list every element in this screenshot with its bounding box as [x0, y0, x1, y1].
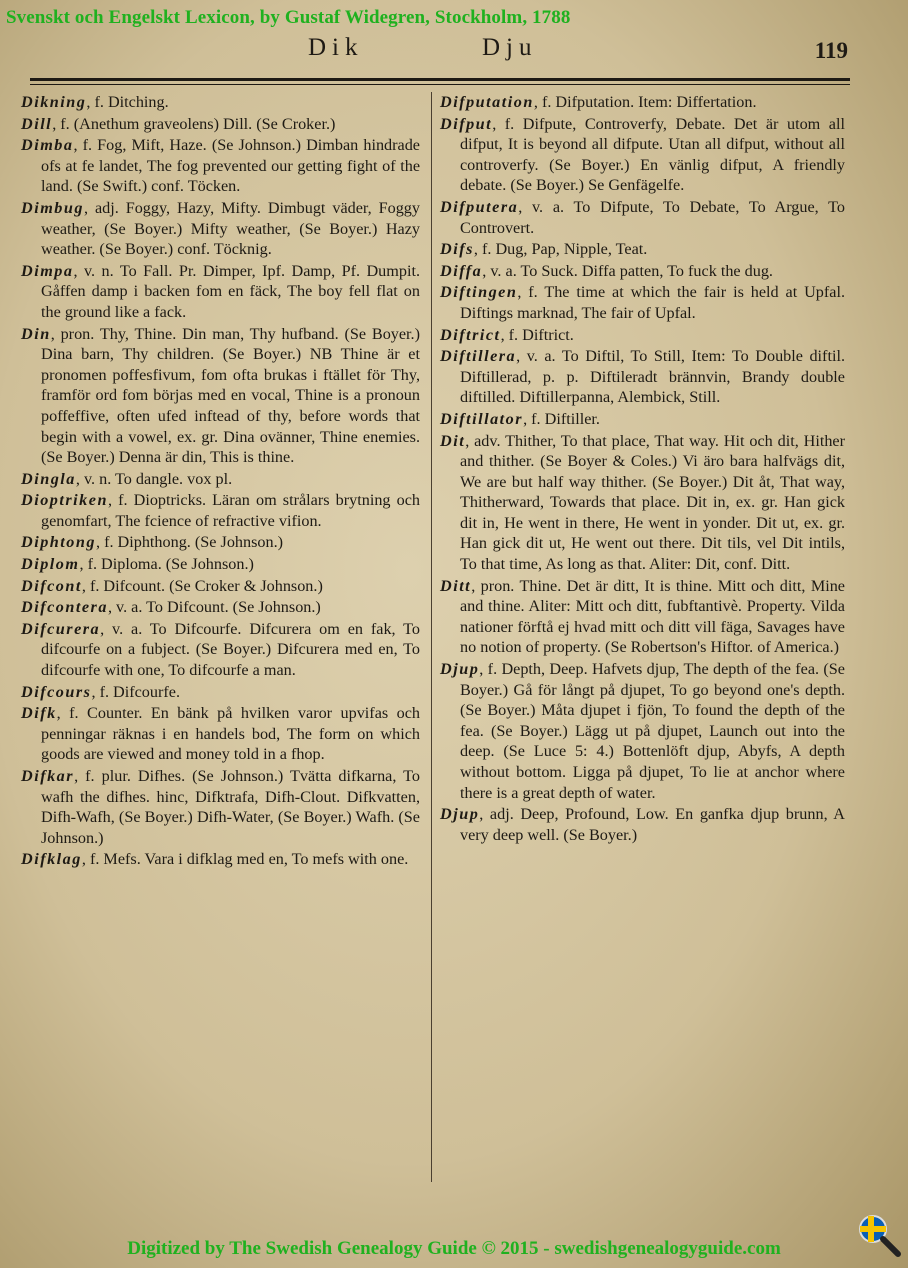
entry-definition: , v. a. To Suck. Diffa patten, To fuck the dug.: [482, 261, 773, 280]
entry-headword: Dikning: [21, 93, 87, 111]
entry-definition: , v. n. To Fall. Pr. Dimper, Ipf. Damp, Pf. Dumpit. Gåffen damp i backen fom en fäck, The boy fell flat on the ground like a fack.: [41, 261, 420, 321]
entry-definition: , pron. Thine. Det är ditt, It is thine. Mitt och ditt, Mine and thine. Aliter: Mitt och ditt, fubftantivè. Property. Vilda nationer förftå ej hvad mitt och ditt vill fäga, Savages have no notion of property. (Se Robertson's Hiftor. of America.): [460, 576, 845, 657]
right-guide-word: Dju: [482, 34, 538, 61]
entry-headword: Difk: [21, 704, 57, 723]
magnifier-flag-logo-icon: [856, 1212, 902, 1258]
entry-definition: , pron. Thy, Thine. Din man, Thy hufband. (Se Boyer.) Dina barn, Thy children. (Se Boyer.) NB Thine är et pronomen poffesfivum, fom ofta brukas i ftället för Thy, framför ord fom börjas med en vocal, Thine is a pronoun poffeffive, often ufed inftead of thy, before words that begin with a vowel, ex. gr. Dina ovänner, Thine enemies. (Se Boyer.) Denna är din, This is thine.: [41, 324, 420, 467]
entry-headword: Dill: [21, 114, 53, 133]
dictionary-entry: [440, 346, 845, 408]
entry-headword: Ditt: [440, 576, 472, 595]
page-number: 119: [814, 38, 848, 63]
entry-headword: Dit: [440, 431, 466, 450]
dictionary-entry: [21, 135, 420, 197]
entry-headword: Difputation: [440, 93, 534, 111]
entry-definition: , v. a. To Difpute, To Debate, To Argue, To Controvert.: [460, 197, 845, 237]
entry-definition: , f. Depth, Deep. Hafvets djup, The depth of the fea. (Se Boyer.) Gå för långt på djupet, To go beyond one's depth. (Se Boyer.) Måta djupet i fjön, To found the depth of the fea. (Se Boyer.) Lägg ut på djupet, Launch out into the deep. (Se Luce 5: 4.) Bottenlöft djup, Abyfs, A depth without bottom. Ligga på djupet, To lie at anchor where there is a great depth of water.: [460, 660, 845, 802]
dictionary-entry: [440, 282, 845, 323]
dictionary-entry: [21, 324, 420, 468]
entry-headword: Difput: [440, 114, 493, 133]
digitizer-banner-bottom: Digitized by The Swedish Genealogy Guide © 2015 - swedishgenealogyguide.com: [127, 1238, 781, 1259]
dictionary-entry: [21, 469, 420, 490]
entry-headword: Dimbug: [21, 198, 84, 217]
entry-headword: Diftrict: [440, 325, 501, 344]
entry-headword: Diphtong: [21, 533, 96, 552]
dictionary-entry: [21, 576, 420, 597]
entry-headword: Dimba: [21, 136, 74, 155]
entry-headword: Diplom: [21, 555, 80, 574]
entry-headword: Diftingen: [440, 283, 518, 302]
entry-definition: , f. Diploma. (Se Johnson.): [79, 555, 254, 574]
entry-definition: , f. Mefs. Vara i difklag med en, To mefs with one.: [81, 850, 409, 869]
entry-headword: Dimpa: [21, 261, 74, 280]
column-divider: [431, 92, 432, 1182]
entry-headword: Difcont: [21, 576, 82, 595]
dictionary-entry: [21, 554, 420, 575]
entry-headword: Diftillera: [440, 347, 517, 366]
dictionary-entry: [440, 92, 845, 113]
dictionary-entry: [440, 261, 845, 282]
entry-definition: , f. Fog, Mift, Haze. (Se Johnson.) Dimban hindrade ofs at fe landet, The fog prevented our getting fight of the land. (Se Swift.) conf. Töcken.: [41, 136, 420, 196]
entry-headword: Diffa: [440, 261, 483, 280]
digitizer-banner-top: Svenskt och Engelskt Lexicon, by Gustaf Widegren, Stockholm, 1788: [6, 7, 571, 28]
dictionary-entry: [21, 597, 420, 618]
entry-headword: Difcours: [21, 682, 92, 701]
page-header: [30, 32, 850, 72]
entry-definition: , f. Difcourfe.: [91, 682, 181, 701]
dictionary-entry: [21, 92, 420, 113]
dictionary-entry: [21, 682, 420, 703]
entry-headword: Dioptriken: [21, 491, 108, 510]
left-guide-word: Dik: [308, 34, 364, 61]
entry-headword: Djup: [440, 660, 480, 679]
entry-definition: , v. a. To Difcount. (Se Johnson.): [107, 598, 321, 617]
right-column: [440, 92, 845, 846]
entry-definition: , v. n. To dangle. vox pl.: [75, 469, 233, 488]
entry-definition: , f. Diphthong. (Se Johnson.): [95, 533, 284, 552]
dictionary-entry: [21, 198, 420, 260]
dictionary-entry: [440, 325, 845, 346]
entry-definition: , f. Diftrict.: [500, 325, 574, 344]
dictionary-entry: [21, 849, 420, 870]
dictionary-entry: [440, 659, 845, 803]
entry-headword: Difcurera: [21, 619, 101, 638]
entry-headword: Difkar: [21, 767, 75, 785]
dictionary-entry: [440, 576, 845, 658]
entry-headword: Difputera: [440, 197, 519, 216]
entry-definition: , f. Diftiller.: [523, 409, 600, 428]
entry-definition: , f. (Anethum graveolens) Dill. (Se Croker.): [52, 114, 336, 133]
entry-definition: , f. Difputation. Item: Differtation.: [533, 93, 757, 111]
dictionary-entry: [21, 703, 420, 765]
entry-headword: Difs: [440, 240, 474, 259]
entry-definition: , f. The time at which the fair is held at Upfal. Diftings marknad, The fair of Upfal.: [460, 283, 845, 322]
entry-definition: , v. a. To Difcourfe. Difcurera om en fak, To difcourfe on a fubject. (Se Boyer.) Difcurera med en, To difcourfe with one, To difcourfe a man.: [41, 619, 420, 680]
dictionary-entry: [440, 804, 845, 845]
entry-definition: , adj. Foggy, Hazy, Mifty. Dimbugt väder, Foggy weather, (Se Boyer.) Mifty weather, (Se Boyer.) Hazy weather. (Se Boyer.) conf. Töcknig.: [41, 198, 420, 259]
entry-definition: , adj. Deep, Profound, Low. En ganfka djup brunn, A very deep well. (Se Boyer.): [460, 805, 845, 844]
entry-definition: , f. Ditching.: [86, 93, 169, 111]
dictionary-entry: [440, 409, 845, 430]
entry-definition: , f. Difcount. (Se Croker & Johnson.): [81, 576, 323, 595]
header-rule: [30, 78, 850, 81]
dictionary-entry: [440, 197, 845, 238]
entry-definition: , f. Difpute, Controverfy, Debate. Det är utom all difput, It is beyond all difpute. Utan all difput, without all controverfy. (Se Boyer.) En vänlig difput, A friendly debate. (Se Boyer.) Se Genfägelfe.: [460, 114, 845, 195]
entry-headword: Difcontera: [21, 598, 108, 617]
dictionary-entry: [21, 261, 420, 323]
entry-headword: Djup: [440, 805, 480, 824]
dictionary-entry: [21, 619, 420, 681]
dictionary-entry: [21, 114, 420, 135]
entry-headword: Din: [21, 324, 51, 343]
dictionary-entry: [440, 239, 845, 260]
dictionary-entry: [440, 431, 845, 575]
entry-definition: , v. a. To Diftil, To Still, Item: To Double diftil. Diftillerad, p. p. Diftileradt brännvin, Brandy double diftilled. Diftillerpanna, Alembick, Still.: [460, 347, 845, 407]
dictionary-entry: [21, 532, 420, 553]
entry-definition: , adv. Thither, To that place, That way. Hit och dit, Hither and thither. (Se Boyer & Coles.) Vi äro bara halfvägs dit, We are but half way thither. (Se Boyer.) Dit åt, That way, Thitherward, Towards that place. Dit in, ex. gr. Han gick dit in, He went in there, He went in yonder. Dit ut, ex. gr. Han gick dit ut, He went out there. Dit tils, vel Dit intils, To that time, As long as that. Aliter: Dit, conf. Ditt.: [460, 431, 845, 574]
entry-definition: , f. plur. Difhes. (Se Johnson.) Tvätta difkarna, To wafh the difhes. hinc, Difktrafa, Difh-Clout. Difkvatten, Difh-Wafh, (Se Boyer.) Difh-Water, (Se Boyer.) Wafh. (Se Johnson.): [41, 767, 420, 847]
entry-definition: , f. Dug, Pap, Nipple, Teat.: [473, 240, 648, 259]
dictionary-entry: [21, 490, 420, 531]
dictionary-entry: [440, 114, 845, 196]
entry-definition: , f. Dioptricks. Läran om strålars brytning och genomfart, The fcience of refractive vifion.: [41, 491, 420, 530]
entry-headword: Diftillator: [440, 409, 524, 428]
entry-headword: Dingla: [21, 469, 76, 488]
dictionary-entry: [21, 766, 420, 848]
entry-headword: Difklag: [21, 850, 82, 869]
entry-definition: , f. Counter. En bänk på hvilken varor upvifas och penningar räknas i en handels bod, The form on which goods are viewed and money told in a fhop.: [41, 704, 420, 764]
left-column: [21, 92, 420, 871]
header-rule-thin: [30, 84, 850, 85]
